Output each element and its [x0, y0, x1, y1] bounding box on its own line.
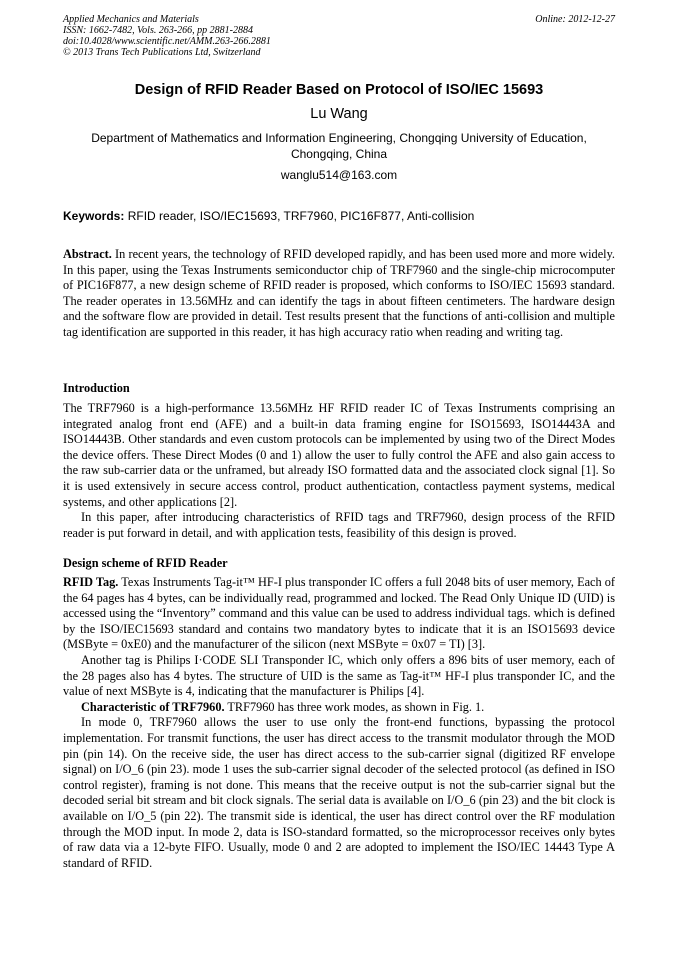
- journal-name: Applied Mechanics and Materials: [63, 14, 199, 25]
- abstract-label: Abstract.: [63, 247, 112, 261]
- keywords-label: Keywords:: [63, 209, 125, 223]
- keywords: [63, 208, 615, 224]
- design-heading: Design scheme of RFID Reader: [63, 556, 228, 570]
- keywords-text: RFID reader, ISO/IEC15693, TRF7960, PIC16F877, Anti-collision: [127, 209, 475, 223]
- affiliation: [63, 130, 615, 162]
- characteristic-paragraph: [63, 700, 615, 716]
- intro-paragraph-1: The TRF7960 is a high-performance 13.56MHz HF RFID reader IC of Texas Instruments comprising an integrated analog front end (AFE) and a built-in data framing engine for ISO15693, ISO14443A and ISO14443B. Other standards and even custom protocols can be implemented by using two of the Direct Modes the device offers. These Direct Modes (0 and 1) allow the user to fully control the AFE and also gain access to the raw sub-carrier data or the unframed, but already ISO formatted data and the associated clock signal [1]. So it is used extensively in secure access control, product authentication, contactless payment systems, medical systems, and other applications [2].: [63, 401, 615, 509]
- affiliation-line-2: Chongqing, China: [290, 147, 388, 161]
- rfid-tag-paragraph: [63, 575, 615, 653]
- characteristic-text: TRF7960 has three work modes, as shown in Fig. 1.: [227, 699, 485, 714]
- abstract-text: In recent years, the technology of RFID developed rapidly, and has been used more and more widely. In this paper, using the Texas Instruments semiconductor chip of TRF7960 and the single-chip microcomputer of PIC16F877, a new design scheme of RFID reader is proposed, which conforms to ISO/IEC 15693 standard. The reader operates in 13.56MHz and can identify the tags in about fifteen centimeters. The hardware design and the software flow are provided in detail. Test results present that the functions of anti-collision and multiple tag identification are supported in this reader, it has high accuracy ratio when reading and writing tag.: [63, 247, 615, 339]
- abstract: [63, 247, 615, 341]
- issn-line: ISSN: 1662-7482, Vols. 263-266, pp 2881-2884: [63, 25, 253, 36]
- philips-tag-paragraph: Another tag is Philips I·CODE SLI Transponder IC, which only offers a 896 bits of user memory, each of the 28 pages also has 4 bytes. The structure of UID is the same as Tag-it™ HF-I plus transponder IC, and the value of next MSByte is 4, indicating that the manufacturer is Philips [4].: [63, 652, 615, 699]
- rfid-tag-text: Texas Instruments Tag-it™ HF-I plus transponder IC offers a full 2048 bits of user memory, Each of the 64 pages has 4 bytes, can be individually read, programmed and locked. The Read Only Unique ID (UID) is accessed using the “Inventory” command and this value can be used to address individual tags. which is defined by the ISO/IEC15693 standard and contains two mandatory bytes to indicate that it is an ISO15693 device (MSByte = 0xE0) and the manufacturer of the silicon (next MSByte = 0x07 = TI) [3].: [63, 575, 615, 652]
- paper-title: Design of RFID Reader Based on Protocol of ISO/IEC 15693: [134, 82, 544, 98]
- modes-paragraph: In mode 0, TRF7960 allows the user to use only the front-end functions, bypassing the protocol implementation. For transmit functions, the user has direct access to the transmit modulator through the MOD pin (pin 14). On the receive side, the user has direct access to the sub-carrier signal (digitized RF envelope signal) on I/O_6 (pin 23). mode 1 uses the sub-carrier signal decoder of the selected protocol (as defined in ISO control register), framing is not done. This means that the receive output is not the sub-carrier signal but the decoded serial bit stream and bit clock signals. The serial data is available on I/O_6 (pin 23) and the bit clock is available on I/O_5 (pin 22). The transmit side is identical, the user has direct control over the RF modulation through the MOD input. In mode 2, data is ISO-standard formatted, so the microprocessor receives only bytes of raw data via a 12-byte FIFO. Usually, mode 0 and 2 are adopted to implement the ISO/IEC 14443 Type A standard of RFID.: [63, 715, 615, 870]
- affiliation-line-1: Department of Mathematics and Information Engineering, Chongqing University of Education,: [91, 131, 587, 145]
- journal-header: [63, 14, 615, 58]
- online-date: Online: 2012-12-27: [535, 14, 615, 25]
- introduction-body: [63, 401, 615, 541]
- intro-paragraph-2: In this paper, after introducing characteristics of RFID tags and TRF7960, design process of the RFID reader is put forward in detail, and with application tests, feasibility of this design is proved.: [63, 510, 615, 540]
- design-body: [63, 575, 615, 871]
- characteristic-label: Characteristic of TRF7960.: [81, 699, 225, 714]
- author-name: Lu Wang: [310, 106, 368, 122]
- rfid-tag-label: RFID Tag.: [63, 575, 119, 589]
- introduction-heading: Introduction: [63, 381, 130, 395]
- doi-line: doi:10.4028/www.scientific.net/AMM.263-266.2881: [63, 36, 271, 47]
- author-email: wanglu514@163.com: [280, 168, 398, 182]
- copyright-line: © 2013 Trans Tech Publications Ltd, Switzerland: [63, 47, 261, 58]
